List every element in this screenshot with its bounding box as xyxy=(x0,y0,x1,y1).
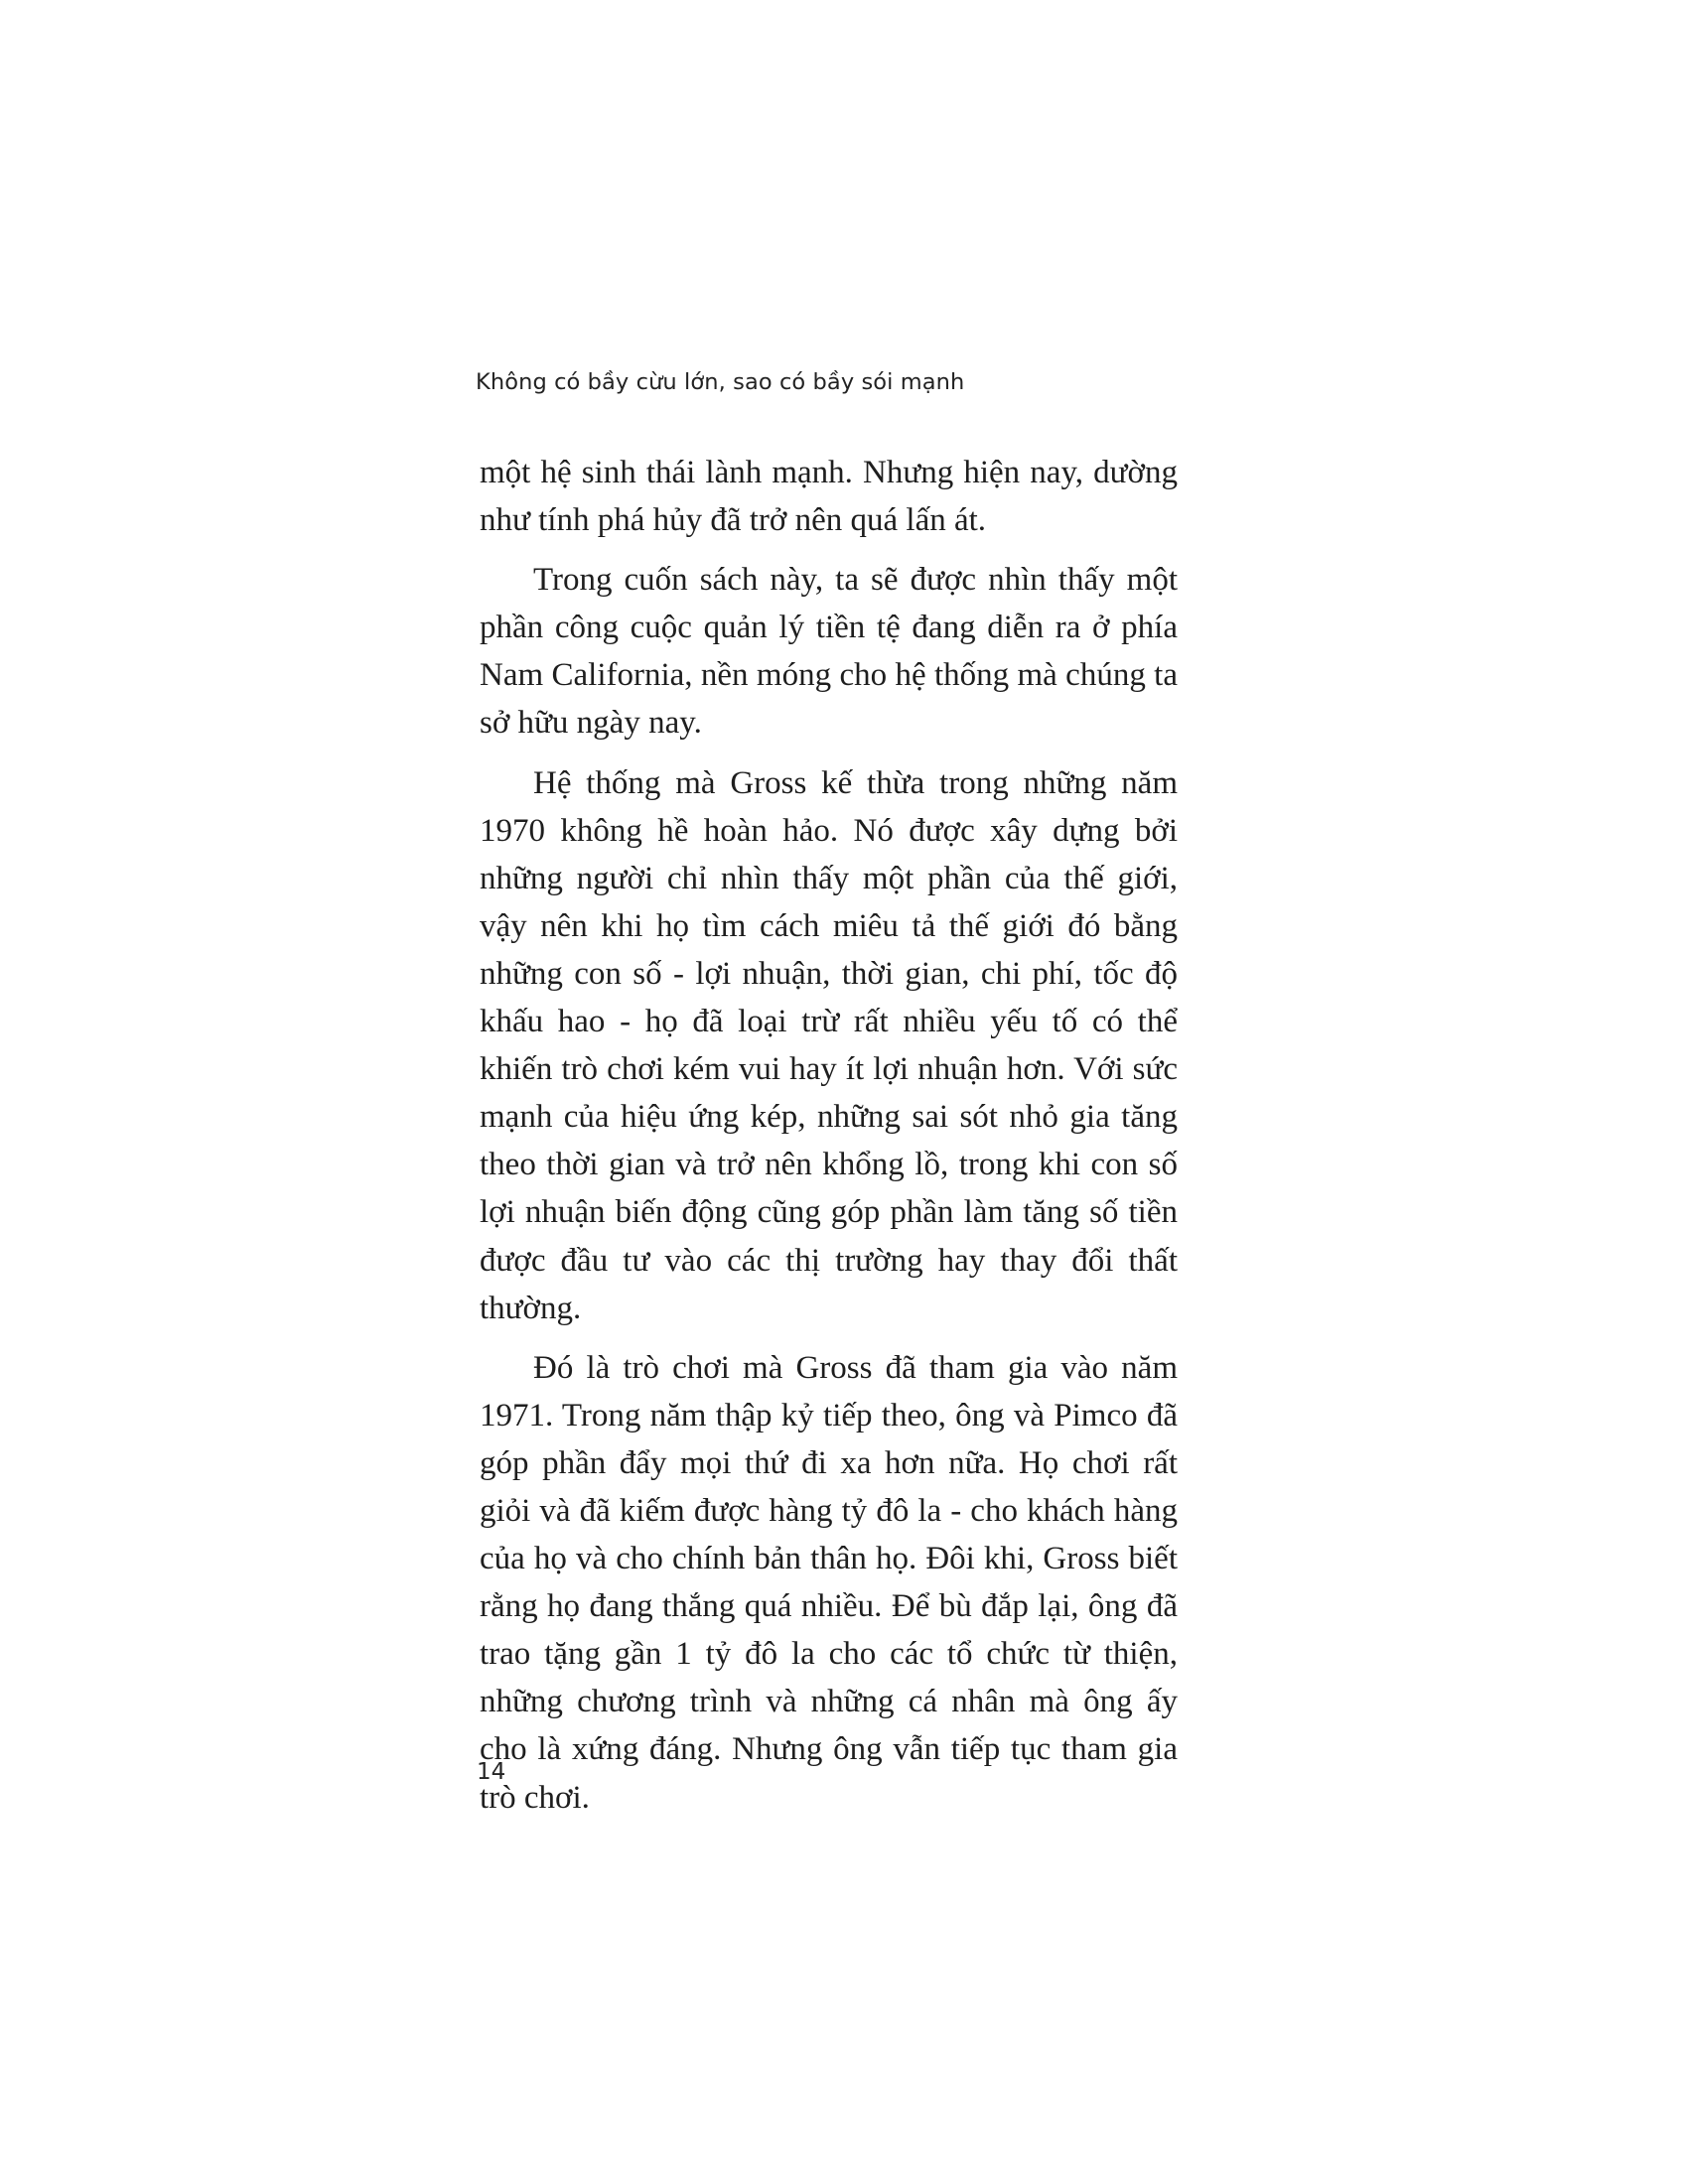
paragraph: Trong cuốn sách này, ta sẽ được nhìn thấy một phần công cuộc quản lý tiền tệ đang diễn ra ở phía Nam California, nền móng cho hệ thống mà chúng ta sở hữu ngày nay. xyxy=(480,562,1178,742)
paragraph: Đó là trò chơi mà Gross đã tham gia vào năm 1971. Trong năm thập kỷ tiếp theo, ông và Pimco đã góp phần đẩy mọi thứ đi xa hơn nữa. Họ chơi rất giỏi và đã kiếm được hàng tỷ đô la - cho khách hàng của họ và cho chính bản thân họ. Đôi khi, Gross biết rằng họ đang thắng quá nhiều. Để bù đắp lại, ông đã trao tặng gần 1 tỷ đô la cho các tổ chức từ thiện, những chương trình và những cá nhân mà ông ấy cho là xứng đáng. Nhưng ông vẫn tiếp tục tham gia trò chơi. xyxy=(480,1349,1178,1816)
page-number: 14 xyxy=(477,1759,506,1785)
paragraph: Hệ thống mà Gross kế thừa trong những năm 1970 không hề hoàn hảo. Nó được xây dựng bởi những người chỉ nhìn thấy một phần của thế giới, vậy nên khi họ tìm cách miêu tả thế giới đó bằng những con số - lợi nhuận, thời gian, chi phí, tốc độ khấu hao - họ đã loại trừ rất nhiều yếu tố có thể khiến trò chơi kém vui hay ít lợi nhuận hơn. Với sức mạnh của hiệu ứng kép, những sai sót nhỏ gia tăng theo thời gian và trở nên khổng lồ, trong khi con số lợi nhuận biến động cũng góp phần làm tăng số tiền được đầu tư vào các thị trường hay thay đổi thất thường. xyxy=(480,764,1178,1326)
running-header: Không có bầy cừu lớn, sao có bầy sói mạnh xyxy=(476,369,965,395)
body-text xyxy=(480,449,1178,1834)
paragraph: một hệ sinh thái lành mạnh. Nhưng hiện nay, dường như tính phá hủy đã trở nên quá lấn át. xyxy=(480,455,1178,539)
